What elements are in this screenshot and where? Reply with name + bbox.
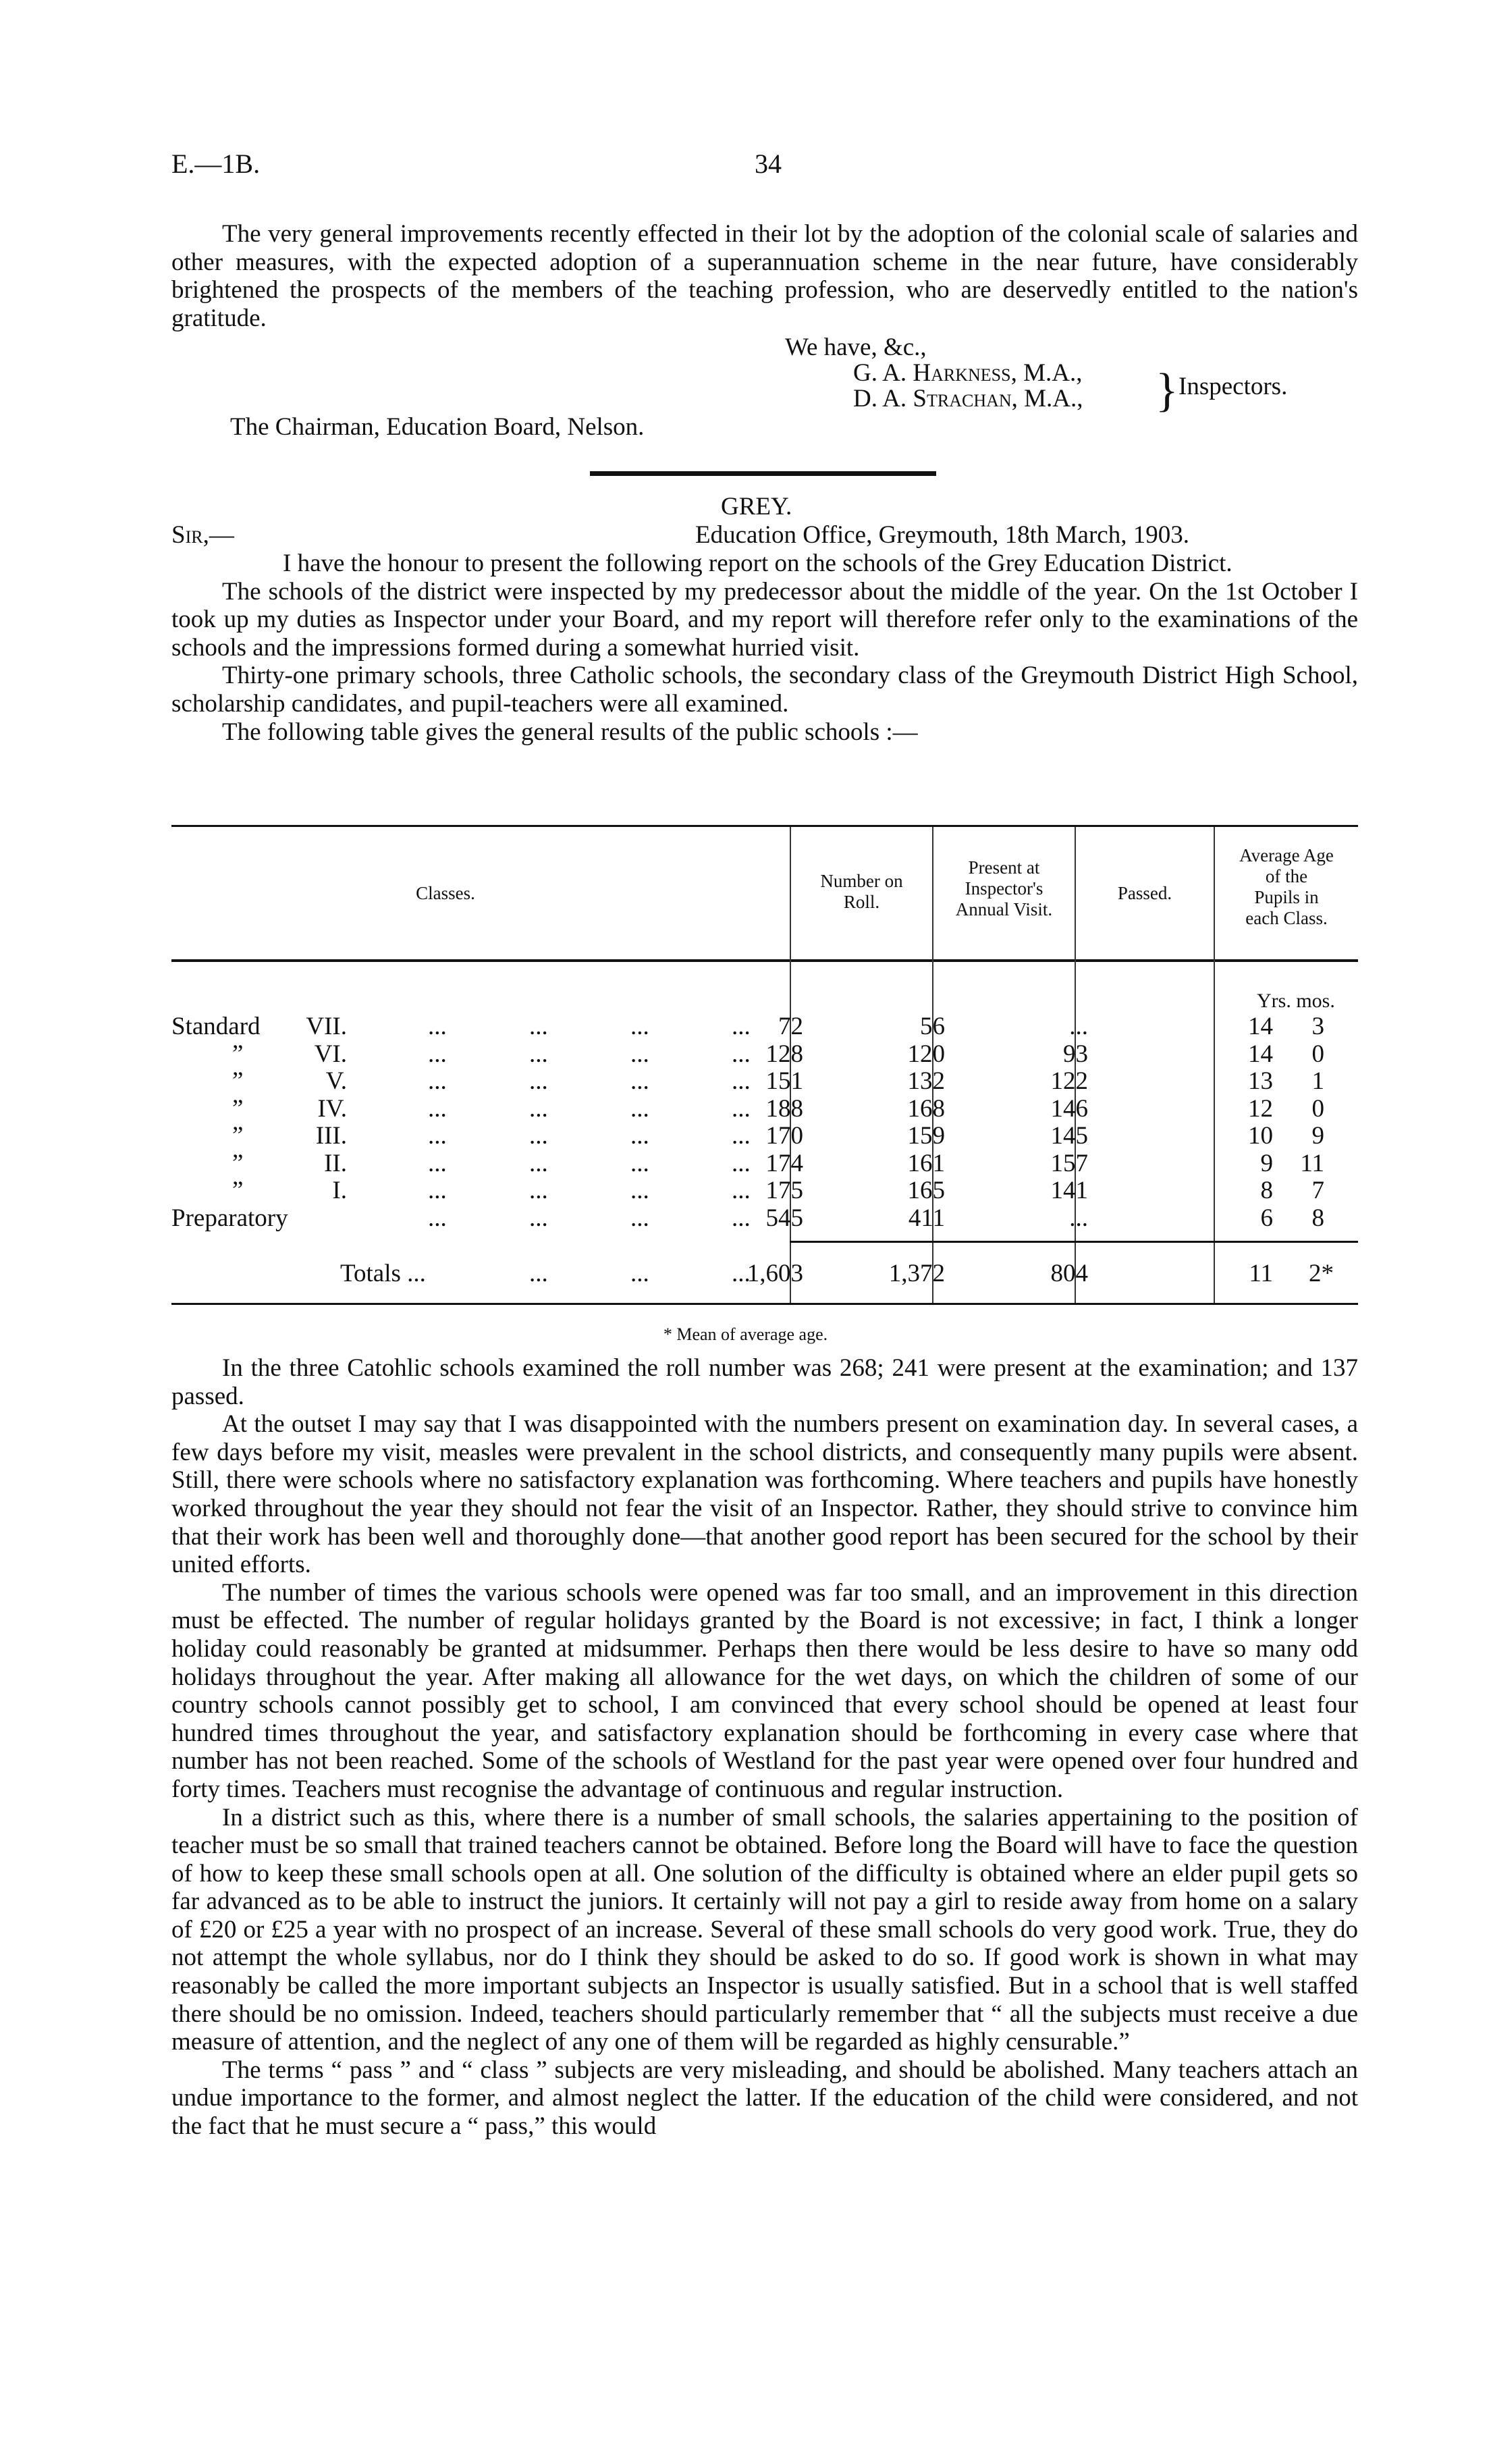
totals-row <box>171 1260 1358 1287</box>
letter-paragraph: The very general improvements recently effected in their lot by the adoption of the colonial scale of salaries and other measures, with the expected adoption of a superannuation scheme in the near future, have considerably brightened the prospects of the members of the teaching profession, who are deservedly entitled to the nation's gratitude. <box>171 220 1358 332</box>
header-age-line: Pupils in <box>1254 887 1319 907</box>
header-age-line: of the <box>1265 866 1308 886</box>
age-months: 11 <box>1300 1149 1324 1177</box>
roll-value: 1,603 <box>747 1260 803 1287</box>
leader-dots: ... <box>732 1204 751 1232</box>
leader-dots: ... <box>732 1040 751 1068</box>
age-years: 12 <box>1248 1094 1273 1123</box>
leader-dots: ... <box>630 1204 649 1232</box>
ditto-mark: ” <box>232 1177 244 1204</box>
section-title: GREY. <box>721 493 792 520</box>
leader-dots: ... <box>428 1094 447 1123</box>
dateline: Education Office, Greymouth, 18th March, 1903. <box>695 521 1189 549</box>
addressee: The Chairman, Education Board, Nelson. <box>230 413 645 441</box>
age-years: 14 <box>1248 1040 1273 1068</box>
roll-value: 545 <box>765 1204 803 1232</box>
grey-intro <box>171 550 1358 746</box>
leader-dots: ... <box>732 1122 751 1150</box>
leader-dots: ... <box>630 1260 649 1287</box>
passed-value: 141 <box>1050 1177 1088 1204</box>
header-present <box>933 857 1075 920</box>
leader-dots: ... <box>732 1013 751 1040</box>
row-prefix: Standard <box>171 1013 261 1040</box>
table-header-rule <box>171 959 1358 962</box>
age-months: 9 <box>1311 1122 1324 1150</box>
row-label: II. <box>324 1149 347 1177</box>
leader-dots: ... <box>529 1094 548 1123</box>
header-roll-line: Number on <box>820 871 903 891</box>
leader-dots: ... <box>529 1040 548 1068</box>
age-months: 0 <box>1311 1040 1324 1068</box>
present-value: 56 <box>920 1013 945 1040</box>
passed-value: 804 <box>1050 1260 1088 1287</box>
age-months: 7 <box>1311 1177 1324 1204</box>
header-passed: Passed. <box>1117 883 1172 903</box>
leader-dots: ... <box>630 1040 649 1068</box>
brace: } <box>1156 365 1178 417</box>
leader-dots: ... <box>529 1177 548 1204</box>
signatory-2: D. A. Strachan, M.A., <box>853 385 1083 412</box>
header-age <box>1215 845 1358 929</box>
age-months: 3 <box>1311 1013 1324 1040</box>
leader-dots: ... <box>428 1204 447 1232</box>
leader-dots: ... <box>428 1040 447 1068</box>
leader-dots: ... <box>428 1177 447 1204</box>
roll-value: 72 <box>778 1013 803 1040</box>
row-label: I. <box>332 1177 347 1204</box>
roll-value: 128 <box>765 1040 803 1068</box>
present-value: 132 <box>907 1067 945 1095</box>
body-paragraph: In the three Catohlic schools examined the roll number was 268; 241 were present at the examination; and 137 passed. <box>171 1354 1358 1410</box>
roll-value: 151 <box>765 1067 803 1095</box>
table-row <box>171 1204 1358 1232</box>
totals-rule <box>790 1241 1358 1243</box>
present-value: 165 <box>907 1177 945 1204</box>
age-years: 14 <box>1248 1013 1273 1040</box>
letter-closing-section <box>171 220 1358 332</box>
row-label: Totals ... <box>340 1260 426 1287</box>
present-value: 161 <box>907 1149 945 1177</box>
roll-value: 174 <box>765 1149 803 1177</box>
row-label: III. <box>315 1122 347 1150</box>
row-label: IV. <box>317 1094 347 1123</box>
age-years: 8 <box>1260 1177 1273 1204</box>
signatory-role: Inspectors. <box>1178 373 1288 400</box>
present-value: 168 <box>907 1094 945 1123</box>
signatory-1: G. A. Harkness, M.A., <box>853 359 1083 387</box>
table-row <box>171 1095 1358 1123</box>
leader-dots: ... <box>732 1149 751 1177</box>
intro-paragraph: Thirty-one primary schools, three Catholic schools, the secondary class of the Greymouth District High School, scholarship candidates, and pupil-teachers were all examined. <box>171 662 1358 718</box>
page-ref: E.—1B. <box>171 149 261 179</box>
age-months: 1 <box>1311 1067 1324 1095</box>
passed-value: 93 <box>1063 1040 1088 1068</box>
intro-paragraph: I have the honour to present the following report on the schools of the Grey Education District. <box>283 550 1232 577</box>
header-age-line: Average Age <box>1239 845 1334 865</box>
header-present-line: Inspector's <box>965 878 1043 899</box>
present-value: 159 <box>907 1122 945 1150</box>
header-age-line: each Class. <box>1245 908 1328 928</box>
leader-dots: ... <box>630 1094 649 1123</box>
passed-value: 122 <box>1050 1067 1088 1095</box>
header-roll-line: Roll. <box>843 892 880 912</box>
leader-dots: ... <box>428 1013 447 1040</box>
leader-dots: ... <box>630 1122 649 1150</box>
leader-dots: ... <box>428 1149 447 1177</box>
age-months: 2* <box>1309 1260 1334 1287</box>
leader-dots: ... <box>529 1067 548 1095</box>
table-top-rule <box>171 825 1358 827</box>
age-years: 6 <box>1260 1204 1273 1232</box>
intro-paragraph: The schools of the district were inspected by my predecessor about the middle of the year. On the 1st October I took up my duties as Inspector under your Board, and my report will therefore refer only to the examinations of the schools and the impressions formed during a somewhat hurried visit. <box>171 577 1358 662</box>
roll-value: 188 <box>765 1094 803 1123</box>
table-row <box>171 1150 1358 1177</box>
leader-dots: ... <box>529 1013 548 1040</box>
leader-dots: ... <box>428 1122 447 1150</box>
leader-dots: ... <box>428 1067 447 1095</box>
passed-value: ... <box>1069 1013 1088 1040</box>
row-label: VI. <box>314 1040 347 1068</box>
leader-dots: ... <box>630 1177 649 1204</box>
present-value: 1,372 <box>888 1260 945 1287</box>
row-label: V. <box>325 1067 347 1095</box>
ditto-mark: ” <box>232 1094 244 1123</box>
ditto-mark: ” <box>232 1122 244 1150</box>
passed-value: 157 <box>1050 1149 1088 1177</box>
table-row <box>171 1013 1358 1040</box>
table-row <box>171 1177 1358 1204</box>
leader-dots: ... <box>732 1260 751 1287</box>
body-paragraph: At the outset I may say that I was disappointed with the numbers present on examination day. In several cases, a few days before my visit, measles were prevalent in the school districts, and consequently many pupils were absent. Still, there were schools where no satisfactory explanation was forthcoming. Where teachers and pupils have honestly worked throughout the year they should not fear the visit of an Inspector. Rather, they should strive to convince him that their work has been well and thoroughly done—that another good report has been secured for the school by their united efforts. <box>171 1410 1358 1579</box>
age-years: 11 <box>1249 1260 1273 1287</box>
section-divider <box>590 471 936 476</box>
header-roll <box>791 871 932 913</box>
row-label: VII. <box>306 1013 347 1040</box>
present-value: 120 <box>907 1040 945 1068</box>
header-present-line: Annual Visit. <box>955 899 1053 919</box>
page-number: 34 <box>755 149 782 179</box>
leader-dots: ... <box>630 1067 649 1095</box>
roll-value: 170 <box>765 1122 803 1150</box>
ditto-mark: ” <box>232 1040 244 1068</box>
ditto-mark: ” <box>232 1149 244 1177</box>
body-text <box>171 1354 1358 2141</box>
table-bottom-rule <box>171 1303 1358 1305</box>
leader-dots: ... <box>630 1013 649 1040</box>
header-present-line: Present at <box>968 857 1040 878</box>
intro-paragraph: The following table gives the general results of the public schools :— <box>222 718 918 746</box>
ditto-mark: ” <box>232 1067 244 1095</box>
closing: We have, &c., <box>785 333 927 361</box>
body-paragraph: In a district such as this, where there is a number of small schools, the salaries appertaining to the position of teacher must be so small that trained teachers cannot be obtained. Before long the Board will have to face the question of how to keep these small schools open at all. One solution of the difficulty is obtained where an elder pupil gets so far advanced as to be able to instruct the juniors. It certainly will not pay a girl to reside away from home on a salary of £20 or £25 a year with no prospect of an increase. Several of these small schools do very good work. True, they do not attempt the whole syllabus, nor do I think they should be asked to do so. If good work is shown in what may reasonably be called the more important subjects an Inspector is usually satisfied. But in a school that is well staffed there should be no omission. Indeed, teachers should particularly remember that “ all the subjects must receive a due measure of attention, and the neglect of any one of them will be regarded as highly censurable.” <box>171 1803 1358 2056</box>
leader-dots: ... <box>732 1177 751 1204</box>
table-footnote: * Mean of average age. <box>663 1324 828 1344</box>
leader-dots: ... <box>630 1149 649 1177</box>
leader-dots: ... <box>529 1122 548 1150</box>
age-years: 13 <box>1248 1067 1273 1095</box>
body-paragraph: The number of times the various schools were opened was far too small, and an improvement in this direction must be effected. The number of regular holidays granted by the Board is not excessive; in fact, I think a longer holiday could reasonably be granted at midsummer. Perhaps then there would be less desire to have so many odd holidays throughout the year. After making all allowance for the wet days, on which the children of some of our country schools cannot possibly get to school, I am convinced that every school should be opened at least four hundred times throughout the year, and satisfactory explanation should be forthcoming in every case where that number has not been reached. Some of the schools of Westland for the past year were opened over four hundred and forty times. Teachers must recognise the advantage of continuous and regular instruction. <box>171 1578 1358 1803</box>
roll-value: 175 <box>765 1177 803 1204</box>
age-years: 10 <box>1248 1122 1273 1150</box>
age-units: Yrs. mos. <box>1257 990 1335 1012</box>
leader-dots: ... <box>529 1260 548 1287</box>
header-classes: Classes. <box>416 883 475 903</box>
present-value: 411 <box>908 1204 945 1232</box>
age-months: 0 <box>1311 1094 1324 1123</box>
row-label: Preparatory <box>171 1204 288 1232</box>
leader-dots: ... <box>529 1149 548 1177</box>
table-row <box>171 1040 1358 1068</box>
leader-dots: ... <box>529 1204 548 1232</box>
leader-dots: ... <box>732 1067 751 1095</box>
age-months: 8 <box>1311 1204 1324 1232</box>
passed-value: 146 <box>1050 1094 1088 1123</box>
table-row <box>171 1122 1358 1150</box>
age-years: 9 <box>1260 1149 1273 1177</box>
leader-dots: ... <box>732 1094 751 1123</box>
table-row <box>171 1067 1358 1095</box>
passed-value: 145 <box>1050 1122 1088 1150</box>
body-paragraph: The terms “ pass ” and “ class ” subjects are very misleading, and should be abolished. Many teachers attach an undue importance to the former, and almost neglect the latter. If the education of the child were considered, and not the fact that he must secure a “ pass,” this would <box>171 2056 1358 2141</box>
passed-value: ... <box>1069 1204 1088 1232</box>
salutation: Sir,— <box>171 521 234 549</box>
